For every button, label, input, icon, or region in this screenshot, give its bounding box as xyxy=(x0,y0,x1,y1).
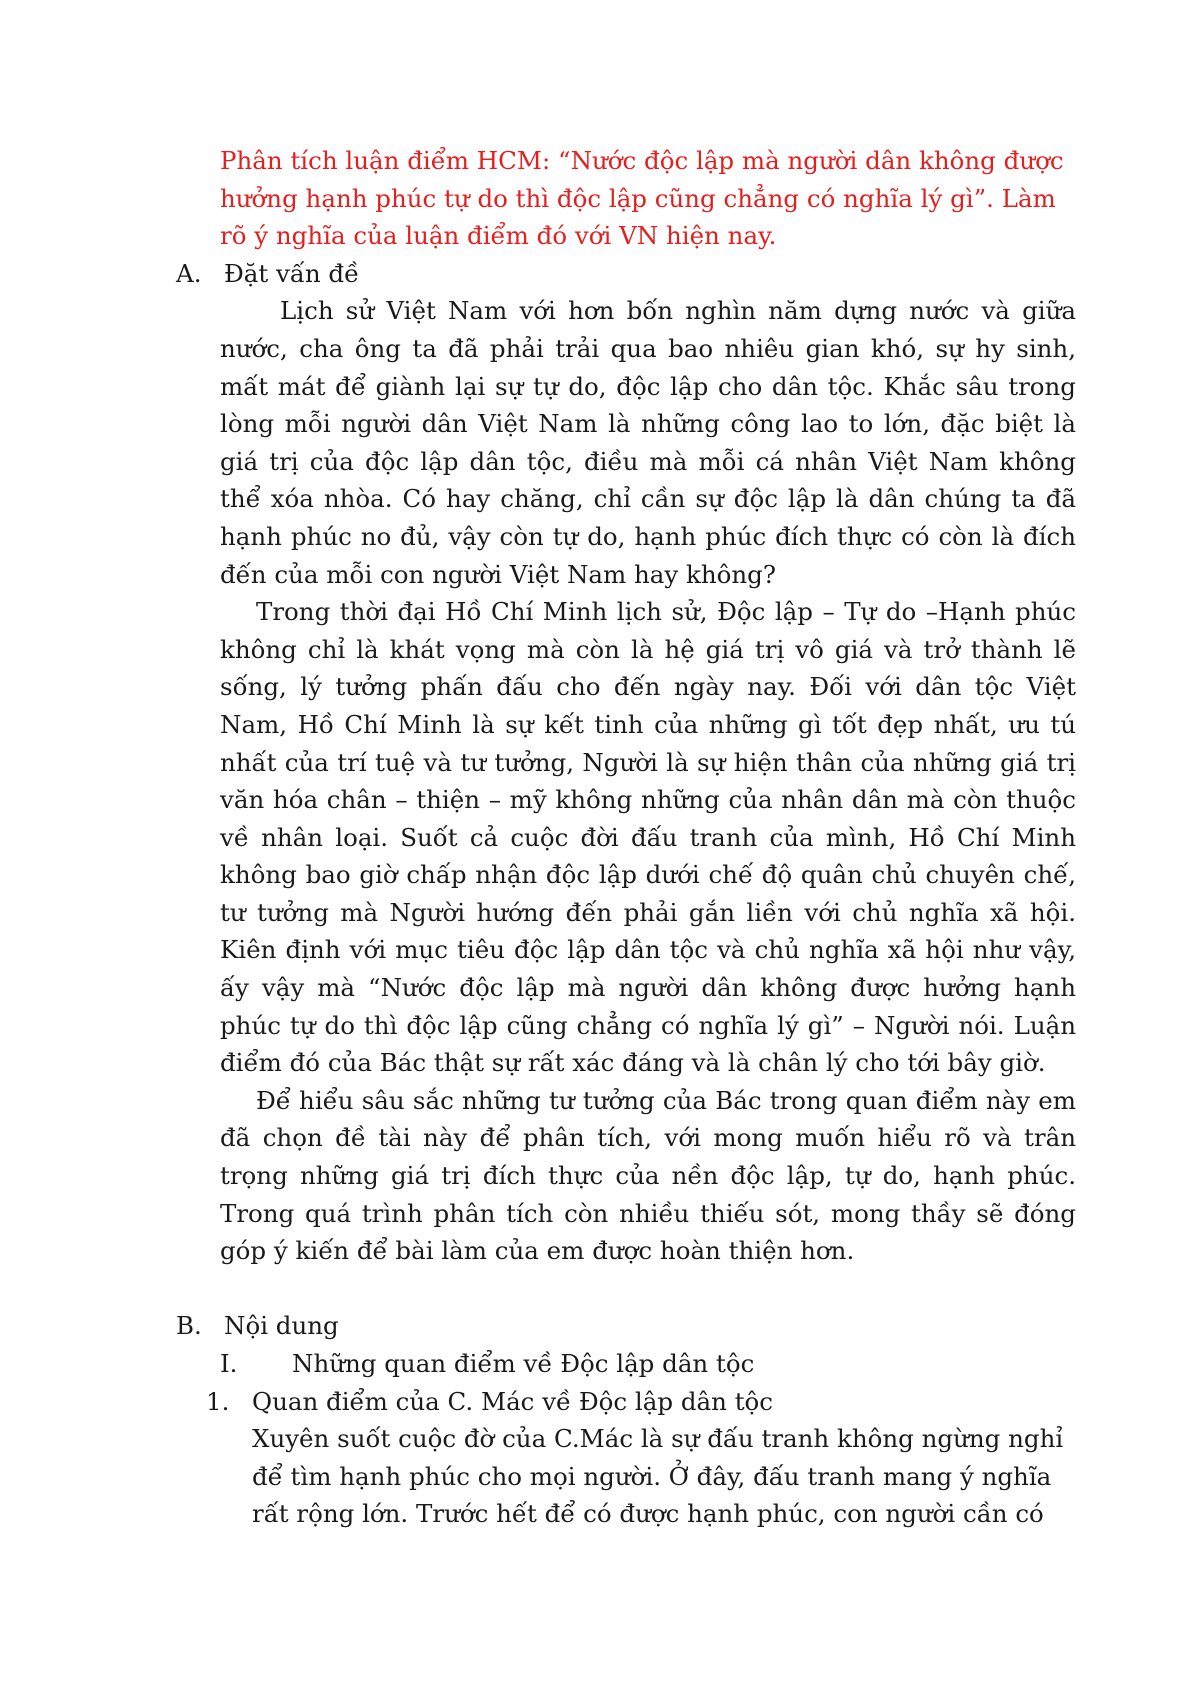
section-b-heading xyxy=(176,1307,1076,1345)
intro-paragraph-1: Lịch sử Việt Nam với hơn bốn nghìn năm dựng nước và giữa nước, cha ông ta đã phải trải qua bao nhiêu gian khó, sự hy sinh, mất mát để giành lại sự tự do, độc lập cho dân tộc. Khắc sâu trong lòng mỗi người dân Việt Nam là những công lao to lớn, đặc biệt là giá trị của độc lập dân tộc, điều mà mỗi cá nhân Việt Nam không thể xóa nhòa. Có hay chăng, chỉ cần sự độc lập là dân chúng ta đã hạnh phúc no đủ, vậy còn tự do, hạnh phúc đích thực có còn là đích đến của mỗi con người Việt Nam hay không? xyxy=(220,296,1076,589)
document-body xyxy=(176,142,1076,1533)
section-a-heading xyxy=(176,255,1076,293)
item-1-paragraph: Xuyên suốt cuộc đờ của C.Mác là sự đấu tranh không ngừng nghỉ để tìm hạnh phúc cho mọi người. Ở đây, đấu tranh mang ý nghĩa rất rộng lớn. Trước hết để có được hạnh phúc, con người cần có xyxy=(252,1424,1064,1529)
item-1-label: Quan điểm của C. Mác về Độc lập dân tộc xyxy=(252,1386,774,1416)
intro-paragraph-2: Trong thời đại Hồ Chí Minh lịch sử, Độc lập – Tự do –Hạnh phúc không chỉ là khát vọng mà còn là hệ giá trị vô giá và trở thành lẽ sống, lý tưởng phấn đấu cho đến ngày nay. Đối với dân tộc Việt Nam, Hồ Chí Minh là sự kết tinh của những gì tốt đẹp nhất, ưu tú nhất của trí tuệ và tư tưởng, Người là sự hiện thân của những giá trị văn hóa chân – thiện – mỹ không những của nhân dân mà còn thuộc về nhân loại. Suốt cả cuộc đời đấu tranh của mình, Hồ Chí Minh không bao giờ chấp nhận độc lập dưới chế độ quân chủ chuyên chế, tư tưởng mà Người hướng đến phải gắn liền với chủ nghĩa xã hội. Kiên định với mục tiêu độc lập dân tộc và chủ nghĩa xã hội như vậy, ấy vậy mà “Nước độc lập mà người dân không được hưởng hạnh phúc tự do thì độc lập cũng chẳng có nghĩa lý gì” – Người nói. Luận điểm đó của Bác thật sự rất xác đáng và là chân lý cho tới bây giờ. xyxy=(220,597,1076,1078)
item-1-heading xyxy=(206,1383,1076,1421)
blank-line xyxy=(176,1270,1076,1308)
section-b-marker: B. xyxy=(176,1311,202,1341)
section-b-label: Nội dung xyxy=(224,1311,339,1341)
subsection-i-marker: I. xyxy=(220,1349,238,1378)
item-1-marker: 1. xyxy=(206,1386,230,1416)
subsection-i-label: Những quan điểm về Độc lập dân tộc xyxy=(292,1349,755,1378)
intro-paragraph-3: Để hiểu sâu sắc những tư tưởng của Bác trong quan điểm này em đã chọn đề tài này để phân tích, với mong muốn hiểu rõ và trân trọng những giá trị đích thực của nền độc lập, tự do, hạnh phúc. Trong quá trình phân tích còn nhiều thiếu sót, mong thầy sẽ đóng góp ý kiến để bài làm của em được hoàn thiện hơn. xyxy=(220,1085,1076,1266)
section-a-label: Đặt vấn đề xyxy=(224,258,360,288)
section-a-marker: A. xyxy=(176,258,202,288)
document-title: Phân tích luận điểm HCM: “Nước độc lập mà người dân không được hưởng hạnh phúc tự do thì độc lập cũng chẳng có nghĩa lý gì”. Làm rõ ý nghĩa của luận điểm đó với VN hiện nay. xyxy=(220,146,1064,251)
subsection-i-heading xyxy=(220,1345,1076,1383)
